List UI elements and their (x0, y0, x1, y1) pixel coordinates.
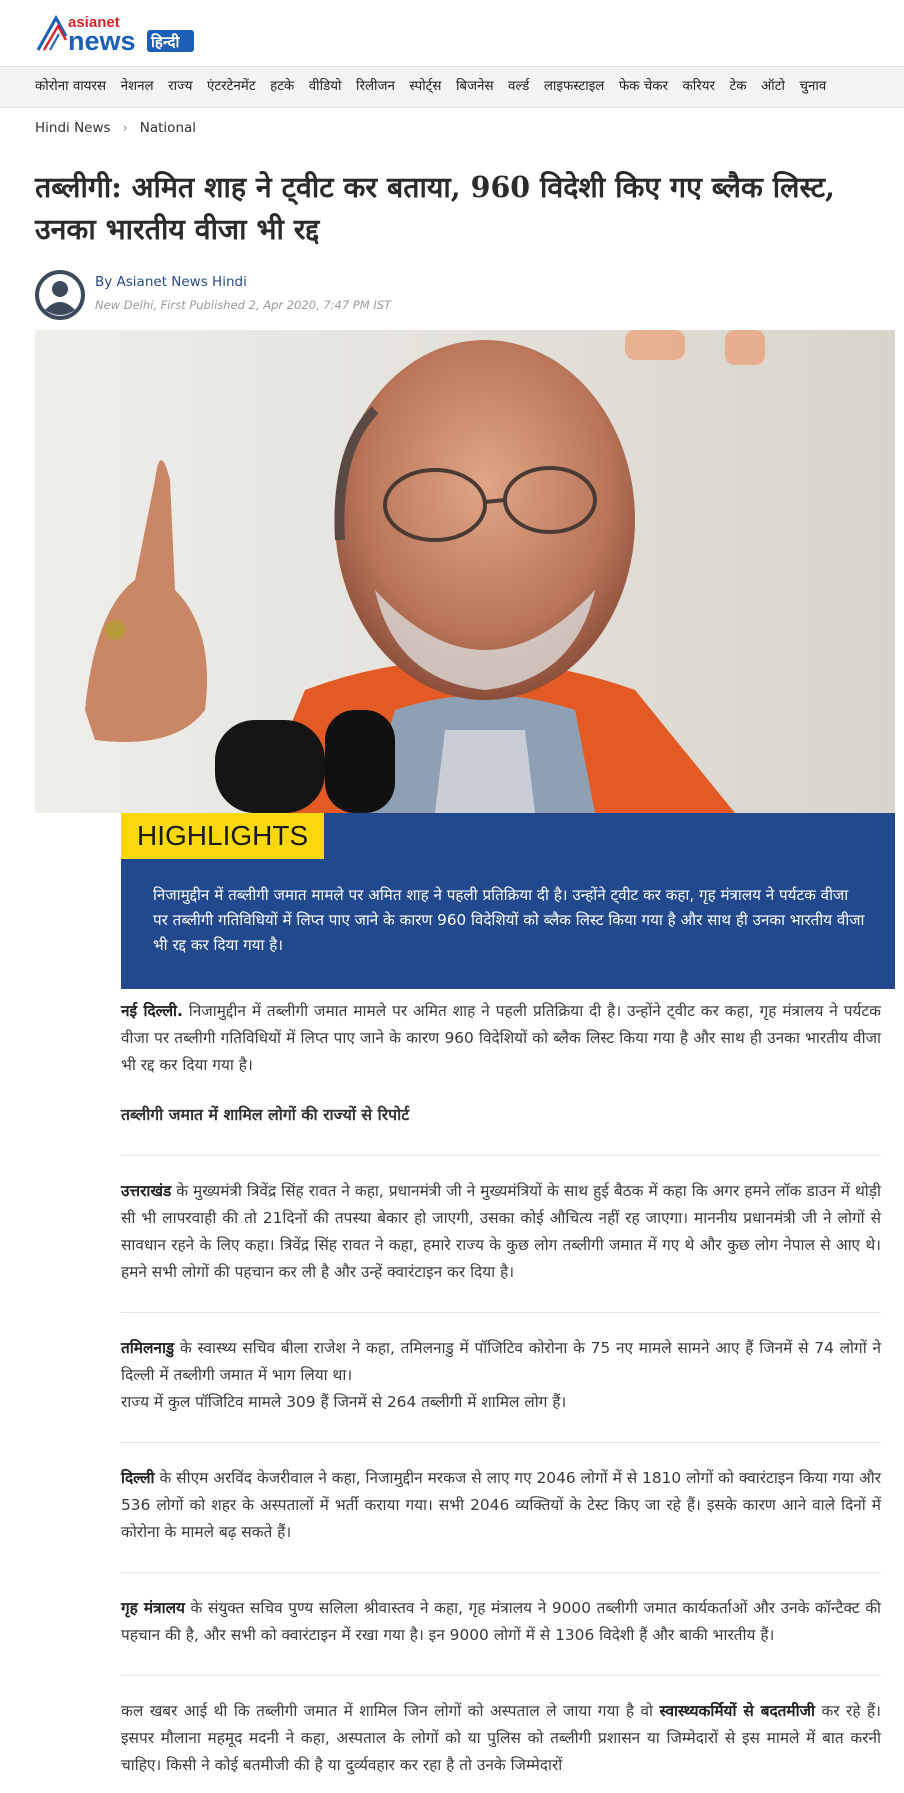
mha-lead: गृह मंत्रालय (121, 1599, 185, 1617)
mha-text: के संयुक्त सचिव पुण्य सलिला श्रीवास्तव ने कहा, गृह मंत्रालय ने 9000 तब्लीगी जमात कार्यकर्ताओं और उनके कॉन्टैक्ट की पहचान की है, और सभी को क्वारंटाइन में रखा गया है। इन 9000 लोगों में से 1306 विदेशी हैं और बाकी भारतीय हैं। (121, 1599, 881, 1644)
intro-text: निजामुद्दीन में तब्लीगी जमात मामले पर अमित शाह ने पहली प्रतिक्रिया दी है। उन्होंने ट्वीट कर कहा, गृह मंत्रालय ने पर्यटक वीजा पर तब्लीगी गतिविधियों में लिप्त पाए जाने के कारण 960 विदेशियों को ब्लैक लिस्ट किया गया है और साथ ही उनका भारतीय वीजा भी रद्द कर दिया गया है। (121, 1002, 881, 1074)
nav-item[interactable]: हटके (270, 79, 295, 94)
nav-item[interactable]: वर्ल्ड (508, 79, 530, 94)
divider (121, 1572, 881, 1573)
nav-item[interactable]: चुनाव (799, 79, 827, 94)
section-subhead: तब्लीगी जमात में शामिल लोगों की राज्यों से रिपोर्ट (121, 1105, 410, 1124)
nav-item[interactable]: एंटरटेनमेंट (207, 79, 256, 94)
uttarakhand-lead: उत्तराखंड (121, 1182, 172, 1200)
divider (121, 1155, 881, 1156)
nav-item[interactable]: करियर (682, 79, 715, 94)
site-header (0, 0, 904, 66)
last-text-b: कर रहे हैं। इसपर मौलाना महमूद मदनी ने कहा, अस्पताल के लोगों को या पुलिस को तब्लीगी प्रशासन या जिम्मेदारों से इस मामले में बात करनी चाहिए। किसी ने कोई बतमीजी की है या दुर्व्यवहार कर रहा है तो उनके जिम्मेदारों (121, 1702, 881, 1774)
author-block (35, 270, 535, 322)
last-text-a: कल खबर आई थी कि तब्लीगी जमात में शामिल जिन लोगों को अस्पताल ले जाया गया है वो (121, 1702, 660, 1720)
nav-item[interactable]: टेक (729, 79, 747, 94)
nav-item[interactable]: लाइफस्टाइल (543, 79, 605, 94)
divider (121, 1675, 881, 1676)
intro-paragraph (121, 998, 881, 1079)
uttarakhand-paragraph (121, 1178, 881, 1286)
hero-image (35, 330, 895, 813)
nav-item[interactable]: बिजनेस (455, 79, 494, 94)
mha-paragraph (121, 1595, 881, 1649)
dateline: नई दिल्ली. (121, 1002, 183, 1020)
logo-main-text: news (68, 26, 136, 54)
nav-item[interactable]: नेशनल (120, 79, 154, 94)
site-logo[interactable] (36, 12, 226, 54)
breadcrumb-separator: › (122, 121, 128, 136)
nav-item[interactable]: फेक चेकर (618, 79, 668, 94)
breadcrumb-home-link[interactable]: Hindi News (35, 120, 111, 136)
last-bold: स्वास्थ्यकर्मियों से बदतमीजी (659, 1702, 816, 1720)
last-paragraph (121, 1698, 881, 1779)
divider (121, 1312, 881, 1313)
tamilnadu-paragraph (121, 1335, 881, 1416)
tamilnadu-lead: तमिलनाडु (121, 1339, 175, 1357)
logo-tag-text: हिन्दी (151, 33, 180, 51)
author-name-link[interactable]: By Asianet News Hindi (95, 274, 247, 290)
nav-item[interactable]: रिलीजन (356, 79, 395, 94)
breadcrumb (35, 120, 196, 136)
article-title: तब्लीगी: अमित शाह ने ट्वीट कर बताया, 960 विदेशी किए गए ब्लैक लिस्ट, उनका भारतीय वीजा भी रद्द (35, 170, 835, 246)
logo-top-text: asianet (68, 14, 120, 31)
highlights-tag: HIGHLIGHTS (121, 813, 324, 859)
nav-item[interactable]: स्पोर्ट्स (409, 79, 442, 94)
nav-item[interactable]: ऑटो (761, 79, 785, 94)
nav-item[interactable]: राज्य (168, 79, 193, 94)
delhi-lead: दिल्ली (121, 1469, 155, 1487)
tamilnadu-text: के स्वास्थ्य सचिव बीला राजेश ने कहा, तमिलनाडु में पॉजिटिव कोरोना के 75 नए मामले सामने आए हैं जिनमें से 74 लोगों ने दिल्ली में तब्लीगी जमात में भाग लिया था। (121, 1339, 881, 1384)
tamilnadu-text-2: राज्य में कुल पॉजिटिव मामले 309 हैं जिनमें से 264 तब्लीगी में शामिल लोग हैं। (121, 1393, 567, 1411)
uttarakhand-text: के मुख्यमंत्री त्रिवेंद्र सिंह रावत ने कहा, प्रधानमंत्री जी ने मुख्यमंत्रियों के साथ हुई बैठक में कहा कि अगर हमने लॉक डाउन में थोड़ी सी भी लापरवाही की तो 21दिनों की तपस्या बेकार हो जाएगी, उसका कोई औचित्य नहीं रह जाएगा। माननीय प्रधानमंत्री जी ने लोगों से सावधान रहने के लिए कहा। त्रिवेंद्र सिंह रावत ने कहा, हमारे राज्य के कुछ लोग तब्लीगी जमात में गए थे और कुछ लोग नेपाल से आए थे। हमने सभी लोगों की पहचान कर ली है और उन्हें क्वारंटाइन कर दिया है। (121, 1182, 881, 1281)
delhi-paragraph (121, 1465, 881, 1546)
delhi-text: के सीएम अरविंद केजरीवाल ने कहा, निजामुद्दीन मरकज से लाए गए 2046 लोगों में से 1810 लोगों को क्वारंटाइन किया गया और 536 लोगों को शहर के अस्पतालों में भर्ती कराया गया। सभी 2046 व्यक्तियों के टेस्ट किए जा रहे हैं। इसके कारण आने वाले दिनों में कोरोना के मामले बढ़ सकते हैं। (121, 1469, 881, 1541)
highlights-text: निजामुद्दीन में तब्लीगी जमात मामले पर अमित शाह ने पहली प्रतिक्रिया दी है। उन्होंने ट्वीट कर कहा, गृह मंत्रालय ने पर्यटक वीजा पर तब्लीगी गतिविधियों में लिप्त पाए जाने के कारण 960 विदेशियों को ब्लैक लिस्ट किया गया है और साथ ही उनका भारतीय वीजा भी रद्द कर दिया गया है। (153, 886, 865, 954)
nav-item[interactable]: वीडियो (308, 79, 342, 94)
highlights-box (121, 813, 895, 989)
breadcrumb-section-link[interactable]: National (139, 120, 197, 136)
publish-meta: New Delhi, First Published 2, Apr 2020, 7:47 PM IST (95, 298, 392, 312)
divider (121, 1442, 881, 1443)
main-nav (0, 66, 904, 108)
author-avatar-icon[interactable] (35, 270, 85, 320)
article-body (121, 998, 881, 1779)
nav-item[interactable]: कोरोना वायरस (35, 79, 107, 94)
